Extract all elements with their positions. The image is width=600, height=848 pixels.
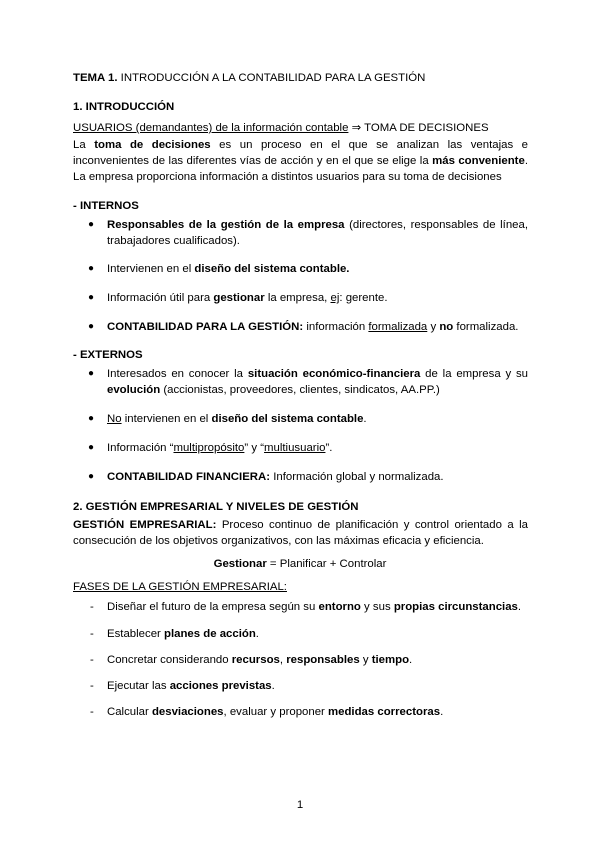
fase-item-4: Ejecutar las acciones previstas. xyxy=(107,680,275,692)
bullet-icon: ● xyxy=(88,219,95,230)
internos-item-4: CONTABILIDAD PARA LA GESTIÓN: información formalizada y no formalizada. xyxy=(107,321,519,333)
section-1-heading: 1. INTRODUCCIÓN xyxy=(73,101,175,113)
bullet-icon: ● xyxy=(88,292,95,303)
bullet-icon: ● xyxy=(88,321,95,332)
fase-item-5: Calcular desviaciones, evaluar y proponer medidas correctoras. xyxy=(107,706,444,718)
usuarios-line: USUARIOS (demandantes) de la información contable ⇒ TOMA DE DECISIONES xyxy=(73,122,489,134)
internos-item-3: Información útil para gestionar la empresa, ej: gerente. xyxy=(107,292,388,304)
fase-item-2: Establecer planes de acción. xyxy=(107,628,259,640)
bullet-icon: ● xyxy=(88,368,95,379)
document-title: TEMA 1. INTRODUCCIÓN A LA CONTABILIDAD PARA LA GESTIÓN xyxy=(73,72,426,84)
bullet-icon: ● xyxy=(88,413,95,424)
fase-item-3: Concretar considerando recursos, responsables y tiempo. xyxy=(107,654,413,666)
internos-item-1: Responsables de la gestión de la empresa (directores, responsables de línea, trabajadores cualificados). xyxy=(107,219,528,247)
bullet-icon: ● xyxy=(88,263,95,274)
internos-item-2: Intervienen en el diseño del sistema contable. xyxy=(107,263,350,275)
externos-heading: - EXTERNOS xyxy=(73,349,143,361)
bullet-icon: ● xyxy=(88,471,95,482)
dash-marker: - xyxy=(90,628,94,640)
dash-marker: - xyxy=(90,706,94,718)
gestion-formula: Gestionar = Planificar + Controlar xyxy=(213,558,387,570)
fases-heading: FASES DE LA GESTIÓN EMPRESARIAL: xyxy=(73,581,287,593)
bullet-icon: ● xyxy=(88,442,95,453)
gestion-definition: GESTIÓN EMPRESARIAL: Proceso continuo de planificación y control orientado a la consecución de los objetivos organizativos, con las máximas eficacia y eficiencia. xyxy=(73,519,528,547)
externos-item-2: No intervienen en el diseño del sistema contable. xyxy=(107,413,367,425)
internos-heading: - INTERNOS xyxy=(73,200,139,212)
dash-marker: - xyxy=(90,680,94,692)
section-2-heading: 2. GESTIÓN EMPRESARIAL Y NIVELES DE GESTIÓN xyxy=(73,501,359,513)
externos-item-3: Información “multipropósito” y “multiusuario”. xyxy=(107,442,333,454)
dash-marker: - xyxy=(90,654,94,666)
page-number: 1 xyxy=(296,799,304,811)
fase-item-1: Diseñar el futuro de la empresa según su entorno y sus propias circunstancias. xyxy=(107,601,522,613)
dash-marker: - xyxy=(90,601,94,613)
externos-item-4: CONTABILIDAD FINANCIERA: Información global y normalizada. xyxy=(107,471,444,483)
externos-item-1: Interesados en conocer la situación económico-financiera de la empresa y su evolución (accionistas, proveedores, clientes, sindicatos, AA.PP.) xyxy=(107,368,528,396)
intro-paragraph: La toma de decisiones es un proceso en el que se analizan las ventajas e inconvenientes de las diferentes vías de acción y en el que se elige la más conveniente. La empresa proporciona información a distintos usuarios para su toma de decisiones xyxy=(73,139,529,183)
